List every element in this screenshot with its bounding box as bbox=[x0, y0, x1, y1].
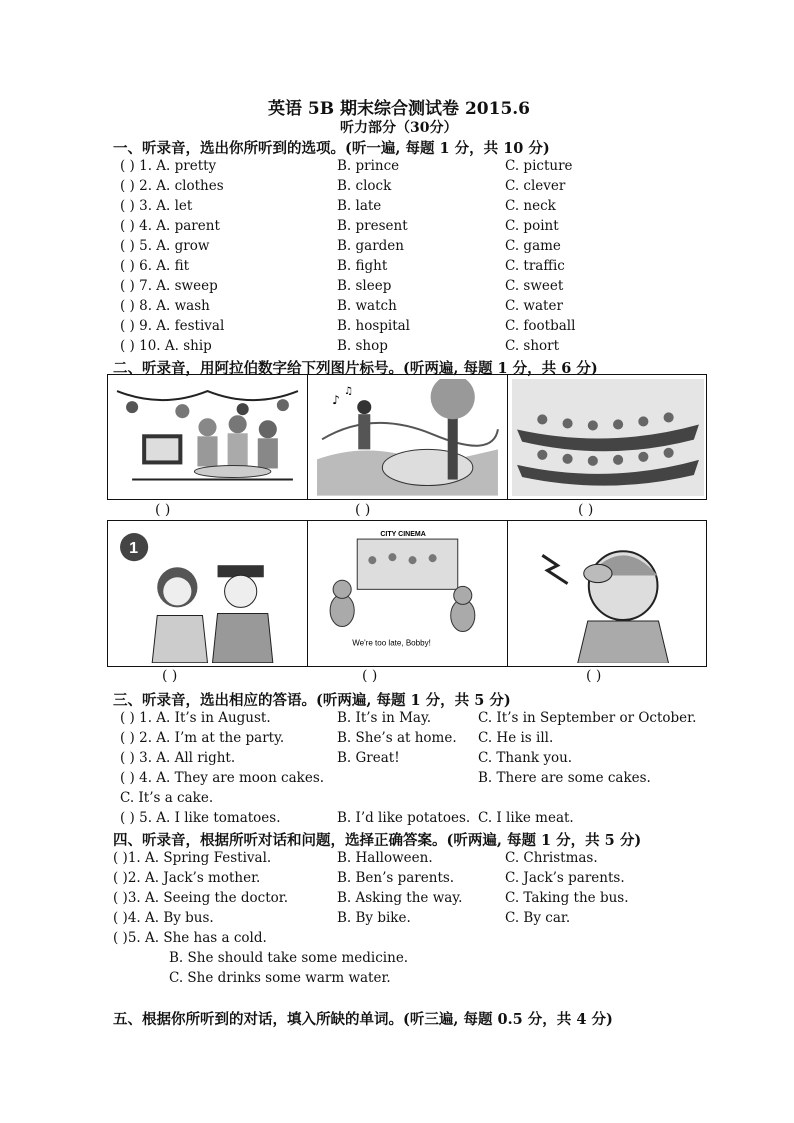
question-7-stem[interactable]: ( ) 7. A. sweep bbox=[120, 278, 218, 294]
question-4-stem[interactable]: ( ) 4. A. parent bbox=[120, 218, 220, 234]
question-6-stem[interactable]: ( ) 5. A. I like tomatoes. bbox=[120, 810, 281, 826]
question-9-option-c: C. football bbox=[505, 318, 576, 334]
question-3-option-b: B. Great! bbox=[337, 750, 400, 766]
question-3-stem[interactable]: ( ) 3. A. All right. bbox=[120, 750, 236, 766]
answer-blank-1[interactable]: ( ) bbox=[155, 502, 171, 518]
picture-singer-park bbox=[308, 375, 508, 499]
question-3-option-c: C. Taking the bus. bbox=[505, 890, 629, 906]
question-2-stem[interactable]: ( ) 2. A. I’m at the party. bbox=[120, 730, 285, 746]
question-2-option-c: C. He is ill. bbox=[478, 730, 554, 746]
svg-text:♫: ♫ bbox=[344, 386, 354, 398]
question-7-option-b: B. sleep bbox=[337, 278, 392, 294]
question-4-option-b: B. By bike. bbox=[337, 910, 411, 926]
question-9-option-b: B. hospital bbox=[337, 318, 411, 334]
park-illustration bbox=[312, 379, 503, 496]
question-1-option-b: B. It’s in May. bbox=[337, 710, 432, 726]
picture-cinema-mice bbox=[308, 521, 508, 666]
question-2-stem[interactable]: ( ) 2. A. clothes bbox=[120, 178, 224, 194]
cinema-sign: CITY CINEMA bbox=[380, 531, 426, 539]
question-1-option-c: C. picture bbox=[505, 158, 573, 174]
question-5-stem[interactable]: ( )5. A. She has a cold. bbox=[113, 930, 267, 946]
section-4-heading: 四、听录音，根据所听对话和问题，选择正确答案。(听两遍, 每题 1 分，共 5 分) bbox=[113, 832, 642, 849]
svg-text:♪: ♪ bbox=[332, 393, 340, 408]
picture-party bbox=[108, 375, 308, 499]
question-1-option-b: B. prince bbox=[337, 158, 400, 174]
picture-dragon-boats bbox=[508, 375, 708, 499]
question-6-option-c: C. traffic bbox=[505, 258, 565, 274]
question-2-option-b: B. She’s at home. bbox=[337, 730, 457, 746]
question-3-option-b: B. Asking the way. bbox=[337, 890, 463, 906]
answer-blank-6[interactable]: ( ) bbox=[586, 668, 602, 684]
question-10-option-c: C. short bbox=[505, 338, 560, 354]
question-4-option-c: C. By car. bbox=[505, 910, 571, 926]
section-3-heading: 三、听录音，选出相应的答语。(听两遍, 每题 1 分，共 5 分) bbox=[113, 692, 511, 709]
question-6-option-b: B. fight bbox=[337, 258, 388, 274]
headache-illustration bbox=[512, 525, 704, 663]
question-1-stem[interactable]: ( )1. A. Spring Festival. bbox=[113, 850, 272, 866]
question-8-option-c: C. water bbox=[505, 298, 563, 314]
question-4-option-c: B. There are some cakes. bbox=[478, 770, 651, 786]
question-4-option-c: C. point bbox=[505, 218, 559, 234]
question-5-stem[interactable]: C. It’s a cake. bbox=[120, 790, 214, 806]
page-subtitle: 听力部分（30分） bbox=[340, 120, 458, 136]
question-6-option-c: C. I like meat. bbox=[478, 810, 574, 826]
question-1-stem[interactable]: ( ) 1. A. It’s in August. bbox=[120, 710, 271, 726]
section-5-heading: 五、根据你所听到的对话，填入所缺的单词。(听三遍, 每题 0.5 分，共 4 分) bbox=[113, 1011, 613, 1028]
question-5-option-c: C. game bbox=[505, 238, 561, 254]
answer-blank-2[interactable]: ( ) bbox=[355, 502, 371, 518]
dragon-boat-illustration bbox=[512, 379, 704, 496]
question-7-option-c: C. sweet bbox=[505, 278, 564, 294]
section-1-heading: 一、听录音，选出你所听到的选项。(听一遍, 每题 1 分，共 10 分) bbox=[113, 140, 550, 157]
question-5-option-b: B. garden bbox=[337, 238, 404, 254]
cinema-illustration bbox=[312, 525, 503, 663]
question-6-option-b: B. I’d like potatoes. bbox=[337, 810, 471, 826]
question-2-stem[interactable]: ( )2. A. Jack’s mother. bbox=[113, 870, 261, 886]
question-4-stem[interactable]: ( ) 4. A. They are moon cakes. bbox=[120, 770, 325, 786]
picture-headache bbox=[508, 521, 708, 666]
question-3-stem[interactable]: ( )3. A. Seeing the doctor. bbox=[113, 890, 289, 906]
question-3-option-c: C. neck bbox=[505, 198, 556, 214]
question-3-option-b: B. late bbox=[337, 198, 382, 214]
question-8-stem[interactable]: ( ) 8. A. wash bbox=[120, 298, 210, 314]
question-1-option-c: C. Christmas. bbox=[505, 850, 598, 866]
picture-asking-police bbox=[108, 521, 308, 666]
question-10-stem[interactable]: ( ) 10. A. ship bbox=[120, 338, 212, 354]
question-1-option-b: B. Halloween. bbox=[337, 850, 433, 866]
section-2-heading: 二、听录音，用阿拉伯数字给下列图片标号。(听两遍, 每题 1 分，共 6 分) bbox=[113, 360, 598, 377]
question-2-option-b: B. clock bbox=[337, 178, 392, 194]
page-title: 英语 5B 期末综合测试卷 2015.6 bbox=[268, 99, 531, 119]
badge-number: 1 bbox=[129, 539, 139, 558]
question-3-stem[interactable]: ( ) 3. A. let bbox=[120, 198, 193, 214]
question-3-option-c: C. Thank you. bbox=[478, 750, 573, 766]
question-10-option-b: B. shop bbox=[337, 338, 388, 354]
question-2-option-c: C. Jack’s parents. bbox=[505, 870, 625, 886]
answer-blank-4[interactable]: ( ) bbox=[162, 668, 178, 684]
question-6-stem[interactable]: ( ) 6. A. fit bbox=[120, 258, 190, 274]
cinema-caption: We're too late, Bobby! bbox=[352, 638, 431, 648]
question-2-option-b: B. Ben’s parents. bbox=[337, 870, 455, 886]
question-9-stem[interactable]: ( ) 9. A. festival bbox=[120, 318, 225, 334]
question-4-option-b: B. present bbox=[337, 218, 408, 234]
section-4-option-b: B. She should take some medicine. bbox=[169, 950, 409, 966]
picture-row-2 bbox=[107, 520, 707, 667]
question-2-option-c: C. clever bbox=[505, 178, 566, 194]
question-5-stem[interactable]: ( ) 5. A. grow bbox=[120, 238, 210, 254]
question-1-stem[interactable]: ( ) 1. A. pretty bbox=[120, 158, 217, 174]
asking-way-illustration bbox=[112, 525, 303, 663]
question-1-option-c: C. It’s in September or October. bbox=[478, 710, 697, 726]
answer-blank-3[interactable]: ( ) bbox=[578, 502, 594, 518]
section-4-option-c: C. She drinks some warm water. bbox=[169, 970, 391, 986]
answer-blank-5[interactable]: ( ) bbox=[362, 668, 378, 684]
picture-row-1 bbox=[107, 374, 707, 500]
party-illustration bbox=[112, 379, 303, 496]
question-8-option-b: B. watch bbox=[337, 298, 397, 314]
question-4-stem[interactable]: ( )4. A. By bus. bbox=[113, 910, 214, 926]
